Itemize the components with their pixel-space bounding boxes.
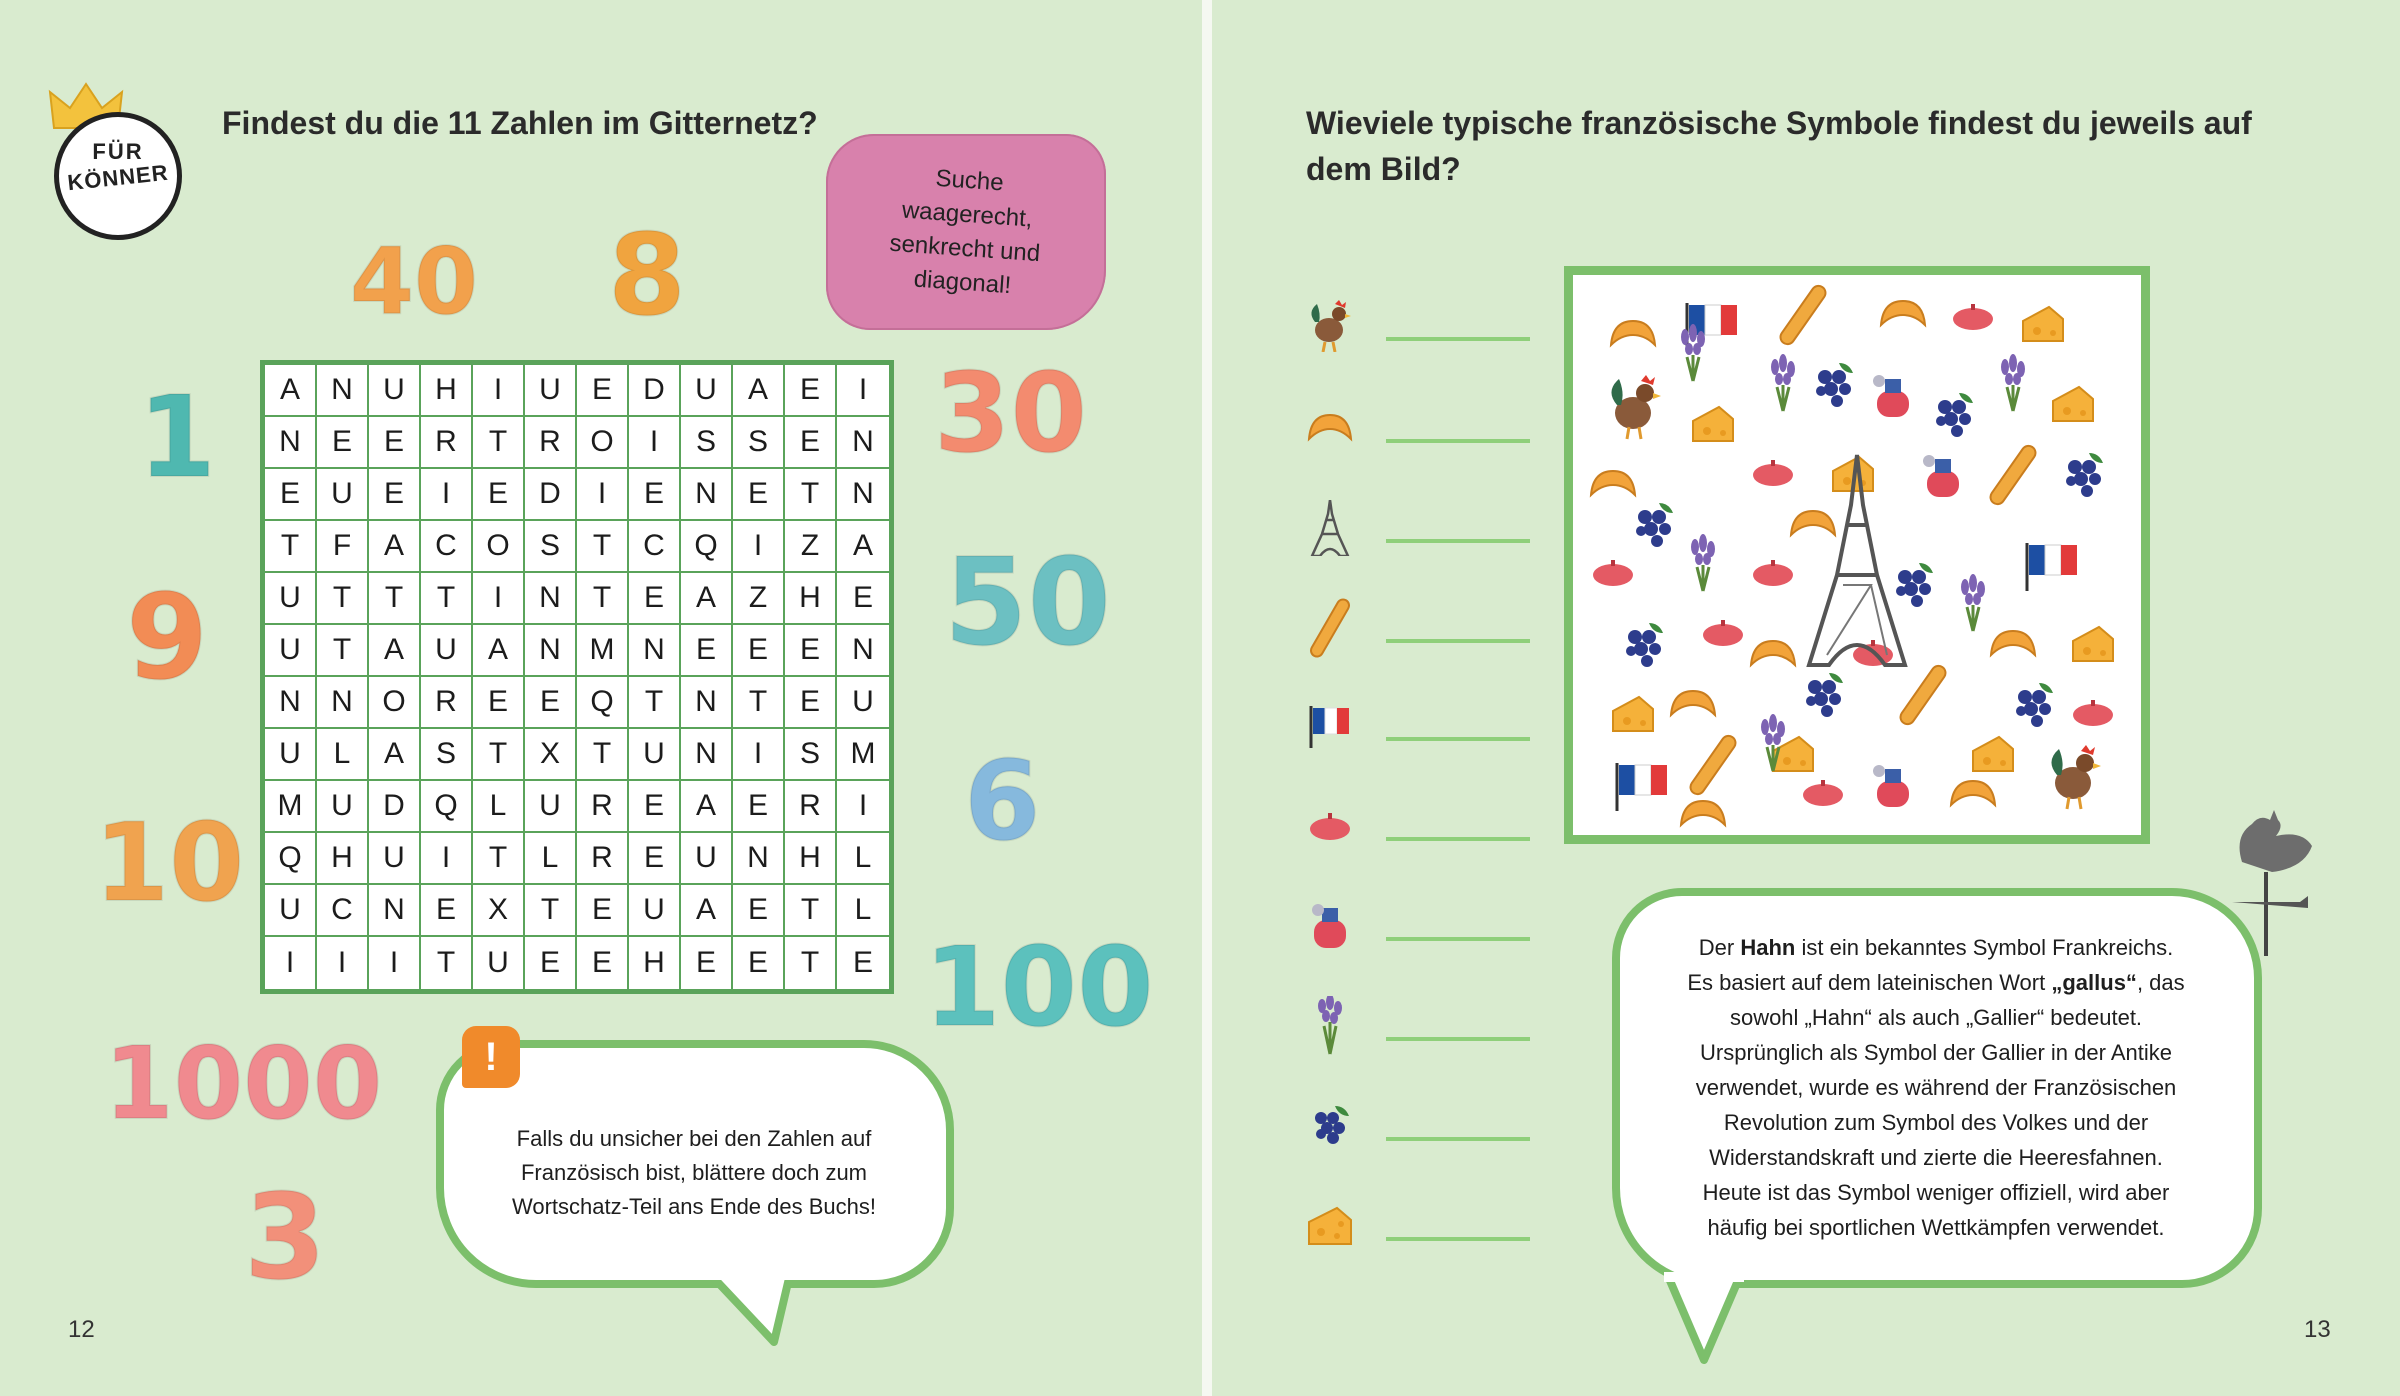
grid-cell[interactable]: E	[733, 625, 785, 677]
grapes-icon[interactable]	[1626, 623, 1663, 667]
page-number-right: 13	[2304, 1316, 2331, 1343]
grid-cell[interactable]: T	[421, 937, 473, 989]
grid-cell[interactable]: E	[369, 469, 421, 521]
info-line-6: Revolution zum Symbol des Volkes und der	[1723, 1110, 2149, 1135]
grid-cell[interactable]: T	[577, 729, 629, 781]
grid-cell[interactable]: A	[265, 365, 317, 417]
baguette-icon[interactable]	[1898, 663, 1948, 727]
flag-icon	[1307, 704, 1353, 748]
answer-line[interactable]	[1386, 439, 1530, 443]
grid-cell[interactable]: T	[421, 573, 473, 625]
baguette-icon[interactable]	[1988, 443, 2038, 507]
word-search-grid	[260, 360, 894, 994]
grid-cell[interactable]: E	[785, 365, 837, 417]
grid-cell[interactable]: M	[577, 625, 629, 677]
grid-cell[interactable]: E	[733, 781, 785, 833]
grid-cell[interactable]: T	[473, 729, 525, 781]
grid-cell[interactable]: Z	[785, 521, 837, 573]
lavender-icon	[1310, 996, 1350, 1056]
lavender-icon[interactable]	[1771, 354, 1795, 411]
answer-line[interactable]	[1386, 937, 1530, 941]
grid-cell[interactable]: H	[317, 833, 369, 885]
right-question-title	[1306, 100, 2266, 192]
grid-cell[interactable]: E	[421, 885, 473, 937]
grid-cell[interactable]: E	[785, 625, 837, 677]
grid-cell[interactable]: I	[733, 729, 785, 781]
grid-cell[interactable]: U	[473, 937, 525, 989]
grid-cell[interactable]: R	[577, 781, 629, 833]
grid-cell[interactable]: D	[629, 365, 681, 417]
grid-cell[interactable]: T	[577, 521, 629, 573]
grid-cell[interactable]: C	[317, 885, 369, 937]
grid-cell[interactable]: T	[785, 469, 837, 521]
cheese-icon[interactable]	[1613, 697, 1653, 731]
grid-cell[interactable]: A	[473, 625, 525, 677]
info-line-1-end: ist ein bekanntes Symbol Frankreichs.	[1795, 935, 2174, 960]
grid-cell[interactable]: T	[369, 573, 421, 625]
grid-cell[interactable]: E	[785, 677, 837, 729]
tip-text: Falls du unsicher bei den Zahlen auf Französisch bist, blättere doch zum Wortschatz-Teil ans Ende des Buchs!	[512, 1126, 876, 1219]
grid-cell[interactable]: E	[681, 625, 733, 677]
grid-cell[interactable]: E	[577, 365, 629, 417]
grid-cell[interactable]: S	[421, 729, 473, 781]
grid-cell[interactable]: U	[265, 729, 317, 781]
grid-cell[interactable]: T	[733, 677, 785, 729]
croissant-icon[interactable]	[1751, 641, 1795, 665]
symbol-row-lavender	[1304, 1000, 1530, 1052]
number-30: 30	[934, 349, 1088, 477]
number-50: 50	[944, 534, 1111, 673]
grid-cell[interactable]: E	[577, 885, 629, 937]
grid-cell[interactable]: N	[265, 417, 317, 469]
cheese-icon	[1307, 1206, 1353, 1246]
grid-cell[interactable]: Q	[421, 781, 473, 833]
badge-line-1: FÜR	[92, 139, 144, 164]
grid-cell[interactable]: R	[421, 677, 473, 729]
grid-cell[interactable]: T	[577, 573, 629, 625]
number-9: 9	[126, 568, 209, 706]
grid-cell[interactable]: U	[265, 885, 317, 937]
grid-cell[interactable]: N	[837, 625, 889, 677]
grid-cell[interactable]: N	[525, 573, 577, 625]
info-line-9: häufig bei sportlichen Wettkämpfen verwendet.	[1707, 1215, 2165, 1240]
grid-cell[interactable]: R	[785, 781, 837, 833]
beret-icon[interactable]	[1803, 780, 1843, 806]
beret-icon	[1308, 811, 1352, 841]
grid-cell[interactable]: A	[681, 573, 733, 625]
flag-icon[interactable]	[2027, 543, 2077, 591]
info-line-3: sowohl „Hahn“ als auch „Gallier“ bedeutet.	[1729, 1005, 2143, 1030]
grid-cell[interactable]: N	[681, 469, 733, 521]
grid-cell[interactable]: U	[681, 833, 733, 885]
eiffel-tower-icon	[1310, 500, 1350, 556]
grid-cell[interactable]: E	[733, 469, 785, 521]
grid-cell[interactable]: T	[785, 885, 837, 937]
grid-cell[interactable]: I	[421, 469, 473, 521]
grid-cell[interactable]: U	[265, 625, 317, 677]
cheese-icon[interactable]	[2053, 387, 2093, 421]
grid-cell[interactable]: E	[369, 417, 421, 469]
info-text	[1656, 930, 2216, 1245]
grid-cell[interactable]: S	[733, 417, 785, 469]
lavender-icon[interactable]	[1691, 534, 1715, 591]
page-number-left: 12	[68, 1316, 95, 1343]
grid-cell[interactable]: U	[837, 677, 889, 729]
croissant-icon[interactable]	[1791, 511, 1835, 535]
search-hint-note	[826, 134, 1106, 330]
grid-cell[interactable]: N	[525, 625, 577, 677]
grid-cell[interactable]: E	[629, 469, 681, 521]
grid-cell[interactable]: N	[837, 417, 889, 469]
grid-cell[interactable]: N	[317, 677, 369, 729]
lavender-icon[interactable]	[2001, 354, 2025, 411]
grid-cell[interactable]: I	[577, 469, 629, 521]
answer-line[interactable]	[1386, 1137, 1530, 1141]
grapes-icon[interactable]	[1936, 393, 1973, 437]
grid-cell[interactable]: I	[421, 833, 473, 885]
grid-cell[interactable]: E	[473, 469, 525, 521]
beret-icon[interactable]	[1703, 620, 1743, 646]
info-line-1-start: Der	[1698, 935, 1741, 960]
grid-cell[interactable]: U	[421, 625, 473, 677]
grid-cell[interactable]: T	[265, 521, 317, 573]
grid-cell[interactable]: T	[525, 885, 577, 937]
grid-cell[interactable]: A	[369, 729, 421, 781]
number-40: 40	[350, 228, 479, 335]
grid-cell[interactable]: E	[785, 417, 837, 469]
left-question-title: Findest du die 11 Zahlen im Gitternetz?	[222, 105, 818, 141]
grapes-icon[interactable]	[1806, 673, 1843, 717]
grid-cell[interactable]: I	[837, 781, 889, 833]
grid-cell[interactable]: N	[369, 885, 421, 937]
grid-cell[interactable]: N	[733, 833, 785, 885]
croissant-icon[interactable]	[1881, 301, 1925, 325]
beret-icon[interactable]	[1753, 460, 1793, 486]
answer-line[interactable]	[1386, 1237, 1530, 1241]
info-gallus-bold: „gallus“	[2051, 970, 2137, 995]
grid-cell[interactable]: A	[837, 521, 889, 573]
grid-cell[interactable]: U	[369, 365, 421, 417]
grid-cell[interactable]: E	[629, 833, 681, 885]
rooster-icon[interactable]	[2051, 745, 2101, 809]
grid-cell[interactable]: S	[785, 729, 837, 781]
grid-cell[interactable]: T	[317, 573, 369, 625]
grid-cell[interactable]: U	[629, 885, 681, 937]
symbol-row-perfume	[1304, 900, 1530, 952]
grid-cell[interactable]: E	[837, 573, 889, 625]
grid-cell[interactable]: S	[681, 417, 733, 469]
grid-cell[interactable]: E	[629, 781, 681, 833]
grid-cell[interactable]: R	[421, 417, 473, 469]
baguette-icon[interactable]	[1778, 283, 1828, 347]
info-bubble-tail	[1664, 1272, 1744, 1368]
grid-cell[interactable]: U	[681, 365, 733, 417]
grapes-icon[interactable]	[1896, 563, 1933, 607]
search-hint-text: Suche waagerecht, senkrecht und diagonal!	[888, 164, 1041, 300]
grid-cell[interactable]: E	[577, 937, 629, 989]
info-line-2-end: , das	[2136, 970, 2185, 995]
grid-cell[interactable]: E	[733, 885, 785, 937]
cheese-icon[interactable]	[1693, 407, 1733, 441]
grid-cell[interactable]: Z	[733, 573, 785, 625]
grid-cell[interactable]: L	[317, 729, 369, 781]
grid-cell[interactable]: A	[733, 365, 785, 417]
grid-cell[interactable]: L	[837, 833, 889, 885]
grid-cell[interactable]: I	[473, 365, 525, 417]
beret-icon[interactable]	[1753, 560, 1793, 586]
grid-cell[interactable]: A	[369, 625, 421, 677]
grid-cell[interactable]: T	[473, 417, 525, 469]
info-line-5: verwendet, wurde es während der Französischen	[1695, 1075, 2177, 1100]
grid-cell[interactable]: N	[681, 677, 733, 729]
info-line-2-start: Es basiert auf dem lateinischen Wort	[1687, 970, 2052, 995]
right-page	[1212, 0, 2400, 1396]
grid-cell[interactable]: O	[577, 417, 629, 469]
answer-line[interactable]	[1386, 539, 1530, 543]
grid-cell[interactable]: U	[525, 365, 577, 417]
grid-cell[interactable]: E	[525, 677, 577, 729]
grid-cell[interactable]: I	[629, 417, 681, 469]
grid-cell[interactable]: U	[317, 469, 369, 521]
grid-cell[interactable]: A	[681, 885, 733, 937]
grid-cell[interactable]: I	[473, 573, 525, 625]
symbol-row-baguette	[1304, 602, 1530, 654]
cheese-icon[interactable]	[1973, 737, 2013, 771]
grid-cell[interactable]: I	[837, 365, 889, 417]
grid-cell[interactable]: X	[525, 729, 577, 781]
perfume-icon[interactable]	[1873, 375, 1909, 417]
cheese-icon[interactable]	[2073, 627, 2113, 661]
beret-icon[interactable]	[2073, 700, 2113, 726]
grid-cell[interactable]: O	[369, 677, 421, 729]
croissant-icon[interactable]	[1991, 631, 2035, 655]
number-1: 1	[138, 373, 216, 503]
perfume-icon[interactable]	[1923, 455, 1959, 497]
cheese-icon[interactable]	[2023, 307, 2063, 341]
grapes-icon[interactable]	[2016, 683, 2053, 727]
grid-cell[interactable]: I	[317, 937, 369, 989]
grid-cell[interactable]: O	[473, 521, 525, 573]
grid-cell[interactable]: I	[733, 521, 785, 573]
number-10: 10	[94, 801, 245, 926]
symbol-search-picture	[1564, 266, 2150, 844]
grid-cell[interactable]: N	[317, 365, 369, 417]
grid-cell[interactable]: E	[852, 946, 873, 979]
croissant-icon	[1305, 411, 1355, 445]
grid-cell[interactable]: E	[317, 417, 369, 469]
grid-cell[interactable]: N	[629, 625, 681, 677]
info-bubble	[1612, 888, 2262, 1288]
answer-line[interactable]	[1386, 639, 1530, 643]
grid-cell[interactable]: U	[525, 781, 577, 833]
grapes-icon	[1307, 1102, 1353, 1150]
symbol-row-grapes	[1304, 1100, 1530, 1152]
perfume-icon	[1308, 902, 1352, 950]
grid-cell[interactable]: L	[525, 833, 577, 885]
baguette-icon[interactable]	[1688, 733, 1738, 797]
croissant-icon[interactable]	[1671, 691, 1715, 715]
answer-line[interactable]	[1386, 737, 1530, 741]
grid-cell[interactable]: N	[837, 469, 889, 521]
grid-cell[interactable]: Q	[577, 677, 629, 729]
grid-cell[interactable]: E	[681, 937, 733, 989]
symbol-row-cheese	[1304, 1200, 1530, 1252]
grid-cell[interactable]: H	[421, 365, 473, 417]
croissant-icon[interactable]	[1951, 781, 1995, 805]
info-hahn-bold: Hahn	[1740, 935, 1796, 960]
croissant-icon[interactable]	[1591, 471, 1635, 495]
alert-icon: !	[462, 1026, 520, 1088]
lavender-icon[interactable]	[1961, 574, 1985, 631]
grid-cell[interactable]: E	[733, 937, 785, 989]
croissant-icon[interactable]	[1611, 321, 1655, 345]
flag-icon[interactable]	[1617, 763, 1667, 811]
grid-cell[interactable]: A	[369, 521, 421, 573]
lavender-icon[interactable]	[1681, 324, 1705, 381]
rooster-icon	[1307, 300, 1353, 352]
grid-cell[interactable]: R	[577, 833, 629, 885]
grid-cell[interactable]: T	[473, 833, 525, 885]
grid-cell[interactable]: R	[525, 417, 577, 469]
grapes-icon[interactable]	[1816, 363, 1853, 407]
right-title-line-1: Wieviele typische französische Symbole findest du jeweils auf	[1306, 105, 2252, 141]
grid-cell[interactable]: E	[265, 469, 317, 521]
symbol-row-flag	[1304, 700, 1530, 752]
grid-cell[interactable]: S	[525, 521, 577, 573]
croissant-icon[interactable]	[1681, 801, 1725, 825]
badge-line-2: KÖNNER	[66, 159, 170, 196]
number-6: 6	[964, 737, 1041, 865]
perfume-icon[interactable]	[1873, 765, 1909, 807]
gutter	[1202, 0, 1212, 1396]
grid-cell[interactable]: U	[629, 729, 681, 781]
baguette-icon	[1308, 598, 1352, 658]
grid-cell[interactable]: L	[473, 781, 525, 833]
grid-cell[interactable]: M	[837, 729, 889, 781]
grid-cell[interactable]: U	[369, 833, 421, 885]
grid-cell[interactable]: X	[473, 885, 525, 937]
level-badge	[54, 112, 182, 240]
grid-cell[interactable]: T	[785, 937, 837, 989]
symbol-row-rooster	[1304, 300, 1530, 352]
answer-line[interactable]	[1386, 837, 1530, 841]
number-100: 100	[924, 923, 1154, 1051]
rooster-icon[interactable]	[1611, 375, 1661, 439]
grid-cell[interactable]: E	[629, 573, 681, 625]
right-title-line-2: dem Bild?	[1306, 151, 1461, 187]
info-line-8: Heute ist das Symbol weniger offiziell, wird aber	[1702, 1180, 2170, 1205]
answer-line[interactable]	[1386, 1037, 1530, 1041]
grid-cell[interactable]: M	[265, 781, 317, 833]
grid-cell[interactable]: Q	[265, 833, 317, 885]
grid-cell[interactable]: N	[265, 677, 317, 729]
grid-cell[interactable]: D	[525, 469, 577, 521]
grid-cell[interactable]: E	[525, 937, 577, 989]
grid-cell[interactable]: H	[785, 573, 837, 625]
hidden-symbols-illustration	[1573, 275, 2141, 835]
grid-cell[interactable]: H	[785, 833, 837, 885]
number-1000: 1000	[104, 1025, 383, 1142]
grid-cell[interactable]: I	[369, 937, 421, 989]
grapes-icon[interactable]	[2066, 453, 2103, 497]
grid-cell[interactable]: U	[317, 781, 369, 833]
answer-line[interactable]	[1386, 337, 1530, 341]
bubble-tail	[704, 1270, 796, 1350]
symbol-row-croissant	[1304, 402, 1530, 454]
grid-cell[interactable]: D	[369, 781, 421, 833]
grid-cell[interactable]: Q	[681, 521, 733, 573]
grid-cell[interactable]: U	[265, 573, 317, 625]
grid-cell[interactable]: T	[317, 625, 369, 677]
number-8: 8	[608, 211, 686, 341]
grid-cell[interactable]: N	[681, 729, 733, 781]
grid-cell[interactable]: T	[629, 677, 681, 729]
grid-cell[interactable]: C	[629, 521, 681, 573]
grid-cell[interactable]: H	[629, 937, 681, 989]
symbol-row-beret	[1304, 800, 1530, 852]
symbol-row-eiffel-tower	[1304, 502, 1530, 554]
info-line-7: Widerstandskraft und zierte die Heeresfahnen.	[1709, 1145, 2163, 1170]
grid-cell[interactable]: F	[317, 521, 369, 573]
grid-cell[interactable]: A	[681, 781, 733, 833]
info-line-4: Ursprünglich als Symbol der Gallier in der Antike	[1700, 1040, 2172, 1065]
grapes-icon[interactable]	[1636, 503, 1673, 547]
grid-cell[interactable]: E	[473, 677, 525, 729]
beret-icon[interactable]	[1953, 304, 1993, 330]
grid-cell[interactable]: L	[837, 885, 889, 937]
grid-cell[interactable]: I	[265, 937, 317, 989]
grid-cell[interactable]: C	[421, 521, 473, 573]
beret-icon[interactable]	[1593, 560, 1633, 586]
number-3: 3	[244, 1168, 327, 1306]
